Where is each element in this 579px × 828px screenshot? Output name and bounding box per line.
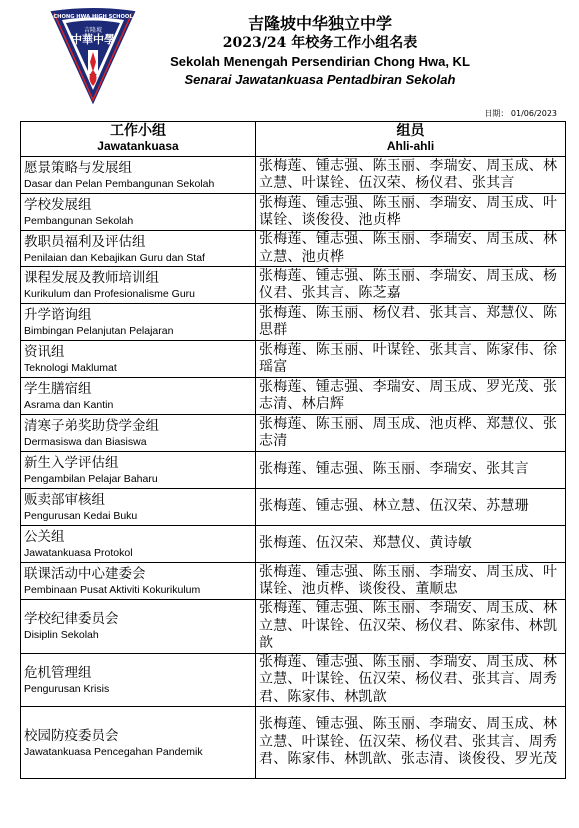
committee-name-ms: Dermasiswa dan Biasiswa — [24, 436, 147, 448]
committee-name-ms: Disiplin Sekolah — [24, 629, 99, 642]
table-row — [21, 231, 566, 267]
committee-table — [20, 121, 566, 779]
committee-name-zh: 清寒子弟奖助贷学金组 — [24, 418, 159, 434]
committee-name-zh: 学生膳宿组 — [24, 381, 92, 397]
column-header-committee-zh: 工作小组 — [110, 123, 166, 139]
committee-name-zh: 教职员福利及评估组 — [24, 233, 146, 250]
committee-name-ms: Jawatankuasa Protokol — [24, 547, 133, 559]
committee-name-zh: 贩卖部审核组 — [24, 492, 105, 508]
table-row — [21, 157, 566, 194]
committee-name-ms: Kurikulum dan Profesionalisme Guru — [24, 288, 195, 300]
table-row — [21, 707, 566, 779]
subtitle-chinese: 2023/24 年校务工作小组名表 — [222, 35, 418, 51]
members-cell: 张梅莲、锺志强、陈玉丽、李瑞安、周玉成、林立慧、叶谋铨、伍汉荣、杨仪君、张其言、周秀君、陈家伟、林凯歆、张志清、谈俊役、罗光茂 — [256, 707, 566, 779]
committee-name-ms: Bimbingan Pelanjutan Pelajaran — [24, 325, 174, 337]
committee-name-ms: Jawatankuasa Pencegahan Pandemik — [24, 745, 203, 758]
document-header — [130, 14, 510, 89]
members-cell: 张梅莲、锺志强、陈玉丽、李瑞安、周玉成、叶谋铨、谈俊役、池贞桦 — [256, 194, 566, 231]
column-header-members-ms: Ahli-ahli — [386, 139, 435, 153]
subtitle-malay: Senarai Jawatankuasa Pentadbiran Sekolah — [184, 72, 456, 87]
members-cell: 张梅莲、锺志强、陈玉丽、李瑞安、周玉成、杨仪君、张其言、陈芝嘉 — [256, 267, 566, 304]
committee-name-zh: 危机管理组 — [24, 664, 92, 681]
committee-cell — [21, 563, 256, 600]
members-cell: 张梅莲、锺志强、李瑞安、周玉成、罗光茂、张志清、林启辉 — [256, 378, 566, 415]
committee-name-zh: 学校发展组 — [24, 197, 92, 213]
table-row — [21, 526, 566, 563]
committee-cell — [21, 378, 256, 415]
table-row — [21, 341, 566, 378]
committee-name-ms: Pengurusan Krisis — [24, 682, 110, 695]
table-row — [21, 563, 566, 600]
committee-name-zh: 公关组 — [24, 529, 65, 545]
committee-name-zh: 升学谘询组 — [24, 307, 92, 323]
committee-name-ms: Asrama dan Kantin — [24, 399, 114, 411]
committee-name-ms: Teknologi Maklumat — [24, 362, 117, 374]
table-row — [21, 653, 566, 707]
members-cell: 张梅莲、陈玉丽、叶谋铨、张其言、陈家伟、徐瑶富 — [256, 341, 566, 378]
committee-cell — [21, 489, 256, 526]
table-row — [21, 267, 566, 304]
committee-name-ms: Pengurusan Kedai Buku — [24, 510, 138, 522]
table-row — [21, 452, 566, 489]
committee-cell — [21, 600, 256, 654]
committee-name-ms: Pembangunan Sekolah — [24, 215, 134, 227]
document-date: 日期： 01/06/2023 — [484, 109, 557, 118]
members-cell: 张梅莲、锺志强、陈玉丽、李瑞安、周玉成、林立慧、叶谋铨、伍汉荣、杨仪君、张其言、周秀君、陈家伟、林凯歆 — [256, 653, 566, 707]
column-header-members — [256, 122, 566, 157]
table-row — [21, 489, 566, 526]
committee-name-zh: 校园防疫委员会 — [24, 727, 119, 744]
committee-cell — [21, 452, 256, 489]
committee-name-ms: Pembinaan Pusat Aktiviti Kokurikulum — [24, 584, 201, 596]
table-row — [21, 415, 566, 452]
table-row — [21, 378, 566, 415]
committee-name-ms: Pengambilan Pelajar Baharu — [24, 473, 158, 485]
committee-name-zh: 资讯组 — [24, 344, 65, 360]
committee-name-zh: 学校纪律委员会 — [24, 611, 119, 628]
members-cell: 张梅莲、陈玉丽、杨仪君、张其言、郑慧仪、陈思群 — [256, 304, 566, 341]
committee-cell — [21, 526, 256, 563]
table-row — [21, 194, 566, 231]
logo-arc-text: CHONG HWA HIGH SCHOOL — [53, 14, 133, 20]
title-chinese: 吉隆坡中华独立中学 — [247, 14, 392, 33]
members-cell: 张梅莲、锺志强、陈玉丽、李瑞安、周玉成、叶谋铨、池贞桦、谈俊役、董顺忠 — [256, 563, 566, 600]
committee-cell — [21, 157, 256, 194]
members-cell: 张梅莲、锺志强、陈玉丽、李瑞安、张其言 — [256, 452, 566, 489]
table-header-row — [21, 122, 566, 157]
committee-cell — [21, 653, 256, 707]
table-row — [21, 600, 566, 654]
column-header-committee — [21, 122, 256, 157]
committee-name-zh: 新生入学评估组 — [24, 455, 119, 471]
committee-cell — [21, 304, 256, 341]
committee-cell — [21, 707, 256, 779]
members-cell: 张梅莲、锺志强、林立慧、伍汉荣、苏慧珊 — [256, 489, 566, 526]
committee-cell — [21, 267, 256, 304]
school-logo — [50, 8, 136, 104]
table-row — [21, 304, 566, 341]
column-header-members-zh: 组员 — [396, 123, 425, 139]
committee-name-zh: 课程发展及教师培训组 — [24, 270, 159, 286]
committee-cell — [21, 231, 256, 267]
committee-name-zh: 联课活动中心建委会 — [24, 566, 146, 582]
logo-small-text: 吉隆坡 — [83, 27, 103, 34]
committee-cell — [21, 341, 256, 378]
committee-name-zh: 愿景策略与发展组 — [24, 160, 132, 176]
committee-cell — [21, 194, 256, 231]
title-malay: Sekolah Menengah Persendirian Chong Hwa, KL — [170, 54, 470, 69]
members-cell: 张梅莲、锺志强、陈玉丽、李瑞安、周玉成、林立慧、叶谋铨、伍汉荣、杨仪君、陈家伟、林凯歆 — [256, 600, 566, 654]
members-cell: 张梅莲、锺志强、陈玉丽、李瑞安、周玉成、林立慧、叶谋铨、伍汉荣、杨仪君、张其言 — [256, 157, 566, 194]
column-header-committee-ms: Jawatankuasa — [97, 139, 179, 153]
members-cell: 张梅莲、锺志强、陈玉丽、李瑞安、周玉成、林立慧、池贞桦 — [256, 231, 566, 267]
members-cell: 张梅莲、陈玉丽、周玉成、池贞桦、郑慧仪、张志清 — [256, 415, 566, 452]
committee-name-ms: Dasar dan Pelan Pembangunan Sekolah — [24, 178, 215, 190]
committee-name-ms: Penilaian dan Kebajikan Guru dan Staf — [24, 251, 205, 264]
committee-cell — [21, 415, 256, 452]
logo-big-text: 中華中學 — [71, 33, 115, 46]
members-cell: 张梅莲、伍汉荣、郑慧仪、黄诗敏 — [256, 526, 566, 563]
